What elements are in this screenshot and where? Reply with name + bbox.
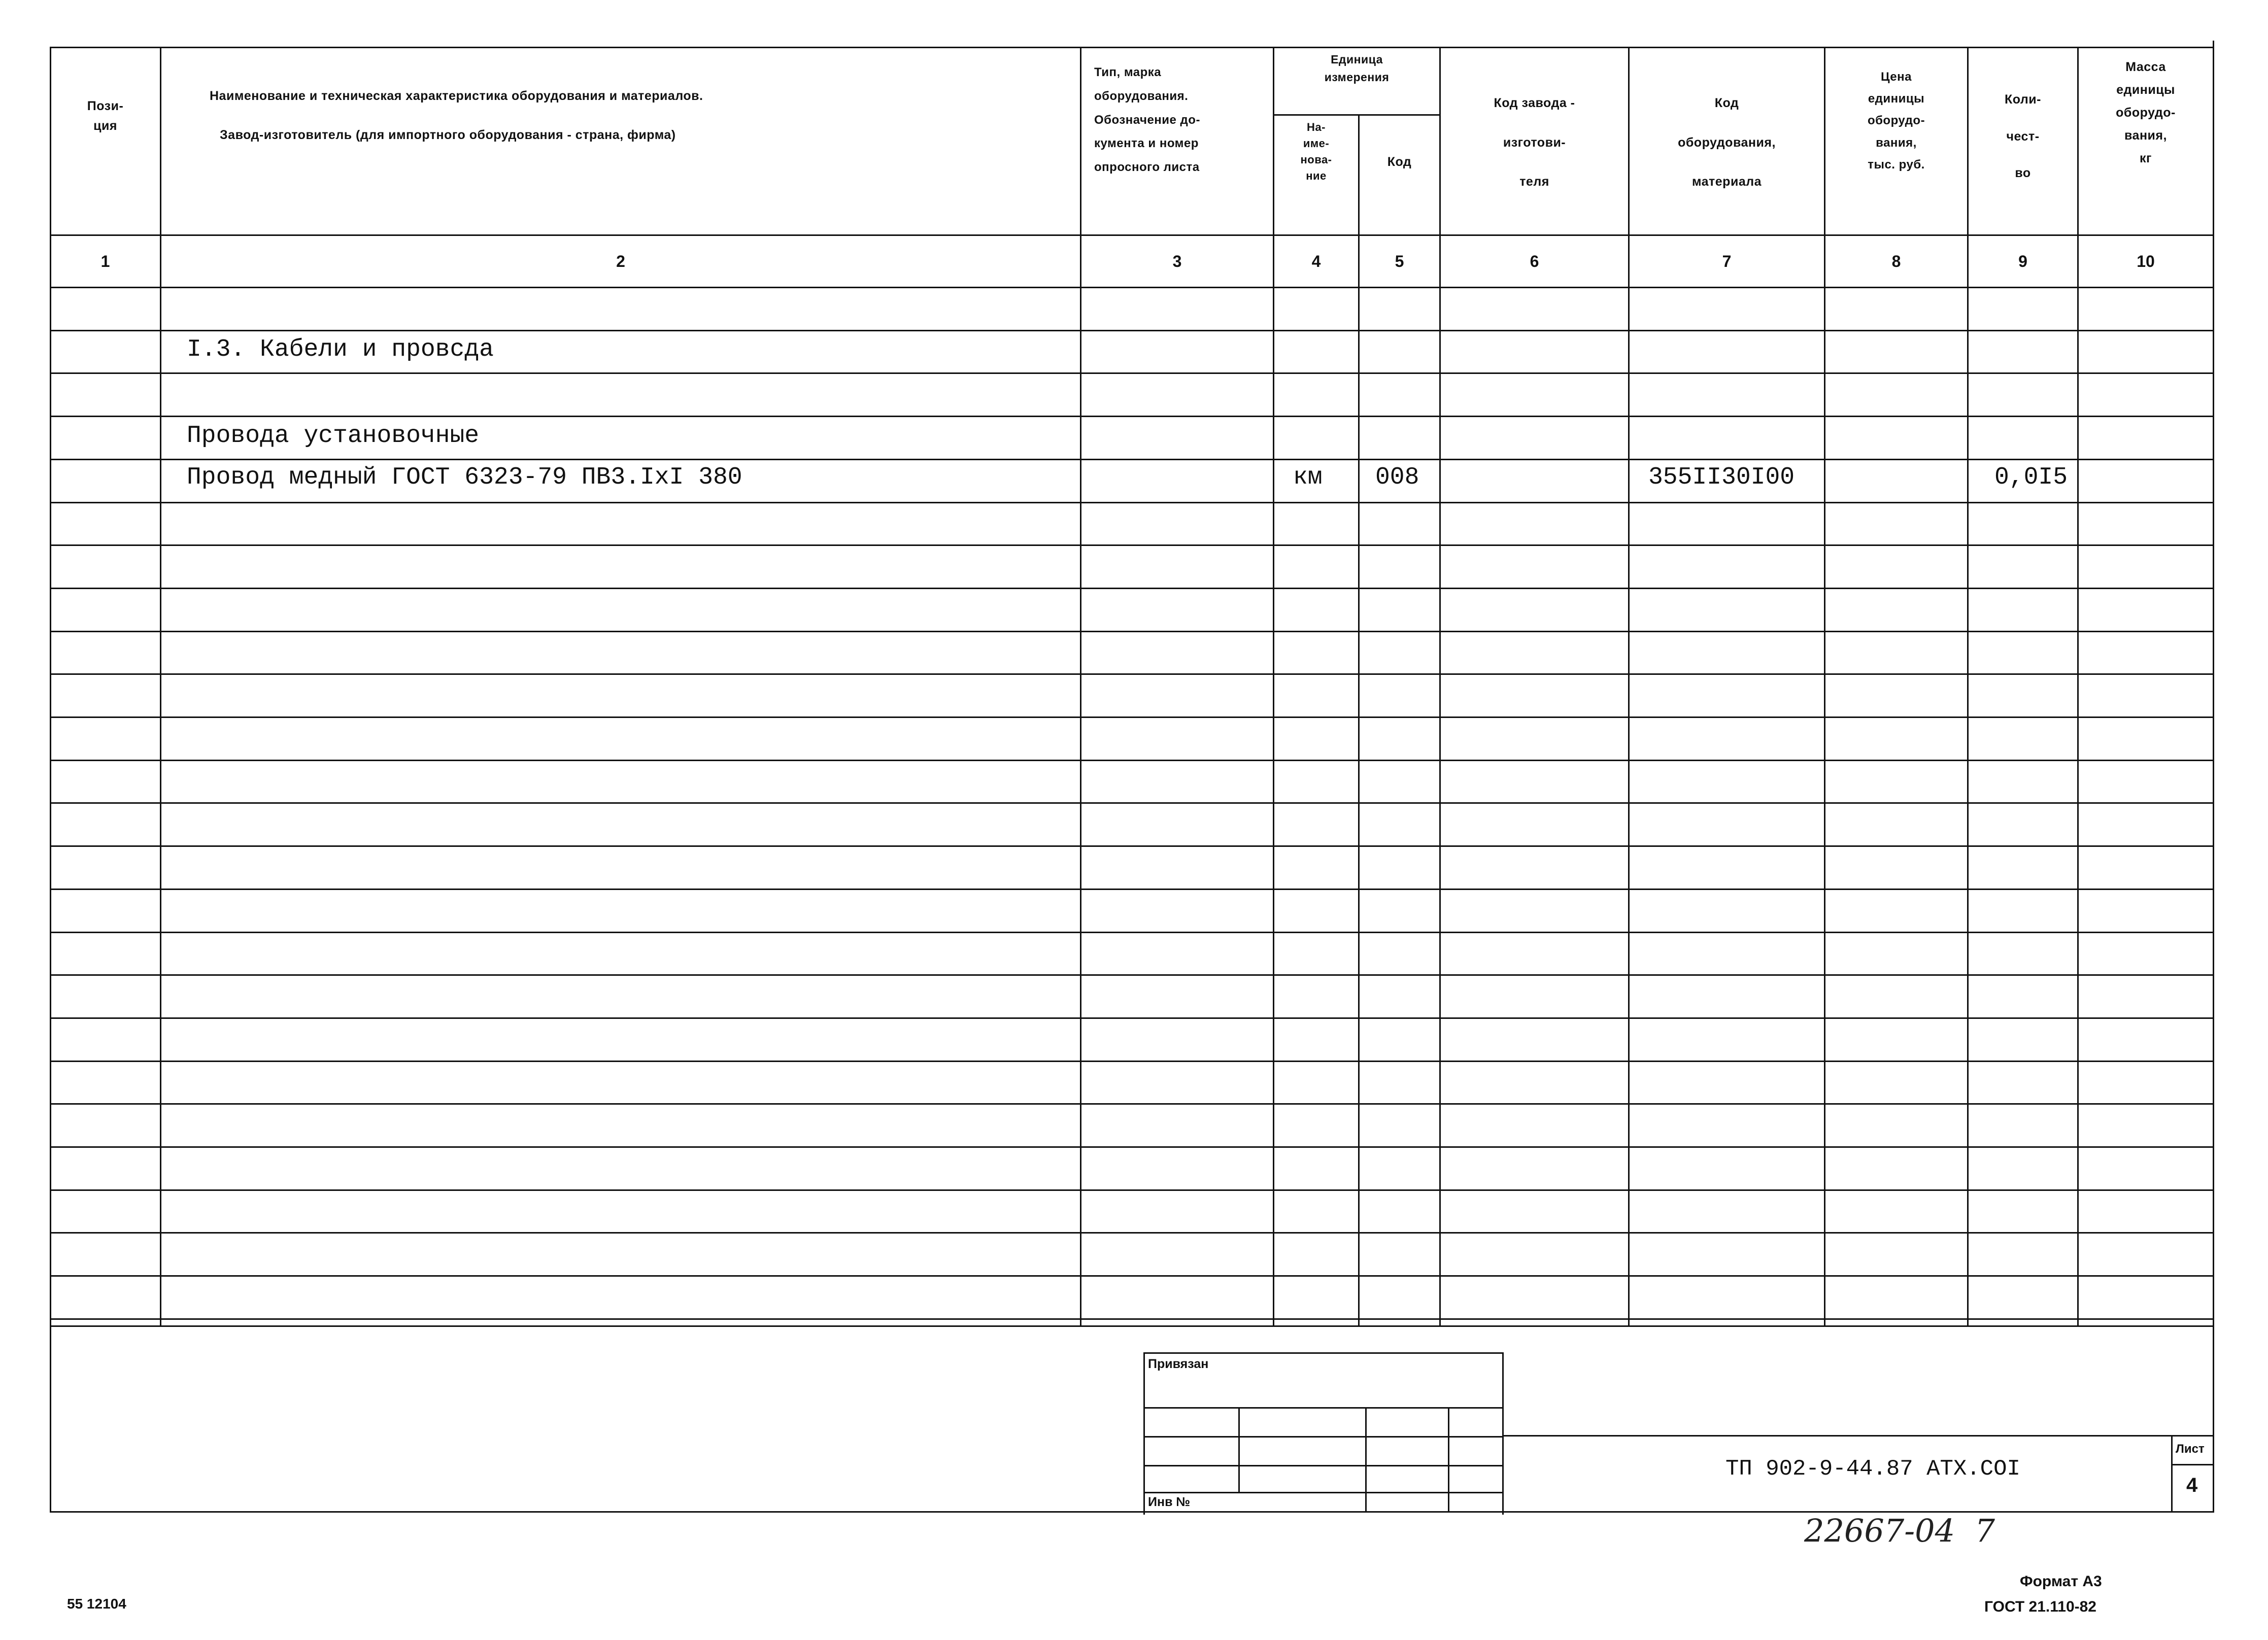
- row-divider: [50, 631, 2214, 632]
- column-number: 9: [2018, 252, 2027, 270]
- column-number: 8: [1891, 252, 1901, 270]
- row-divider: [50, 1275, 2214, 1277]
- column-number: 7: [1722, 252, 1732, 270]
- row-divider: [50, 932, 2214, 933]
- header-quantity: Коли- чест- во: [2005, 92, 2041, 180]
- header-unit-name: На- име- нова- ние: [1300, 121, 1332, 182]
- header-unit: Единица измерения: [1324, 53, 1390, 84]
- footer-left-code: 55 12104: [67, 1596, 126, 1612]
- subsection-title: Провода установочные: [187, 422, 480, 450]
- handwritten-number: 22667-04 7: [1804, 1512, 1995, 1549]
- item-unit-code: 008: [1375, 464, 1419, 491]
- item-unit: км: [1293, 464, 1323, 491]
- header-material-code: Код оборудования, материала: [1678, 96, 1776, 189]
- row-divider: [50, 588, 2214, 589]
- header-type: Тип, марка оборудования. Обозначение до- кумента и номер опросного листа: [1094, 65, 1200, 175]
- section-title: I.3. Кабели и провсда: [187, 336, 494, 363]
- row-divider: [50, 502, 2214, 503]
- header-price: Цена единицы оборудо- вания, тыс. руб.: [1867, 70, 1925, 172]
- header-name: Наименование и техническая характеристика оборудования и материалов. Завод-изготовитель (для импортного оборудования - страна, фирма): [210, 89, 703, 142]
- column-number: 10: [2137, 252, 2155, 270]
- item-material-code: 355II30I00: [1648, 464, 1795, 491]
- row-divider: [50, 673, 2214, 675]
- sheet-label: Лист: [2176, 1442, 2205, 1456]
- row-divider: [50, 330, 2214, 331]
- row-divider: [50, 1232, 2214, 1234]
- header-manufacturer-code: Код завода - изготови- теля: [1494, 96, 1575, 189]
- column-number: 5: [1395, 252, 1404, 270]
- row-divider: [50, 1146, 2214, 1148]
- sheet-number: 4: [2186, 1474, 2198, 1496]
- row-divider: [50, 845, 2214, 847]
- document-code: ТП 902-9-44.87 АТХ.СОI: [1725, 1456, 2020, 1482]
- stamp-privyazan: Привязан: [1148, 1357, 1209, 1371]
- row-divider: [50, 1189, 2214, 1191]
- column-number: 4: [1311, 252, 1321, 270]
- footer-gost: ГОСТ 21.110-82: [1984, 1598, 2096, 1615]
- column-number: 3: [1172, 252, 1182, 270]
- column-number: 2: [616, 252, 625, 270]
- footer-format: Формат А3: [2020, 1573, 2102, 1590]
- column-number: 1: [100, 252, 110, 270]
- header-position: Пози- ция: [87, 99, 124, 133]
- row-divider: [50, 889, 2214, 890]
- row-divider: [50, 716, 2214, 718]
- row-divider: [50, 1017, 2214, 1019]
- row-divider: [50, 802, 2214, 804]
- row-divider: [50, 974, 2214, 976]
- item-name: Провод медный ГОСТ 6323-79 ПВ3.IxI 380: [187, 464, 742, 491]
- item-quantity: 0,0I5: [1994, 464, 2068, 491]
- row-divider: [50, 544, 2214, 546]
- row-divider: [50, 1318, 2214, 1320]
- row-divider: [50, 1103, 2214, 1105]
- header-unit-code: Код: [1387, 155, 1412, 169]
- row-divider: [50, 459, 2214, 460]
- row-divider: [50, 760, 2214, 761]
- row-divider: [50, 1061, 2214, 1062]
- header-mass: Масса единицы оборудо- вания, кг: [2116, 60, 2176, 165]
- column-number: 6: [1530, 252, 1539, 270]
- row-divider: [50, 372, 2214, 374]
- row-divider: [50, 416, 2214, 417]
- stamp-inv-no: Инв №: [1148, 1495, 1191, 1509]
